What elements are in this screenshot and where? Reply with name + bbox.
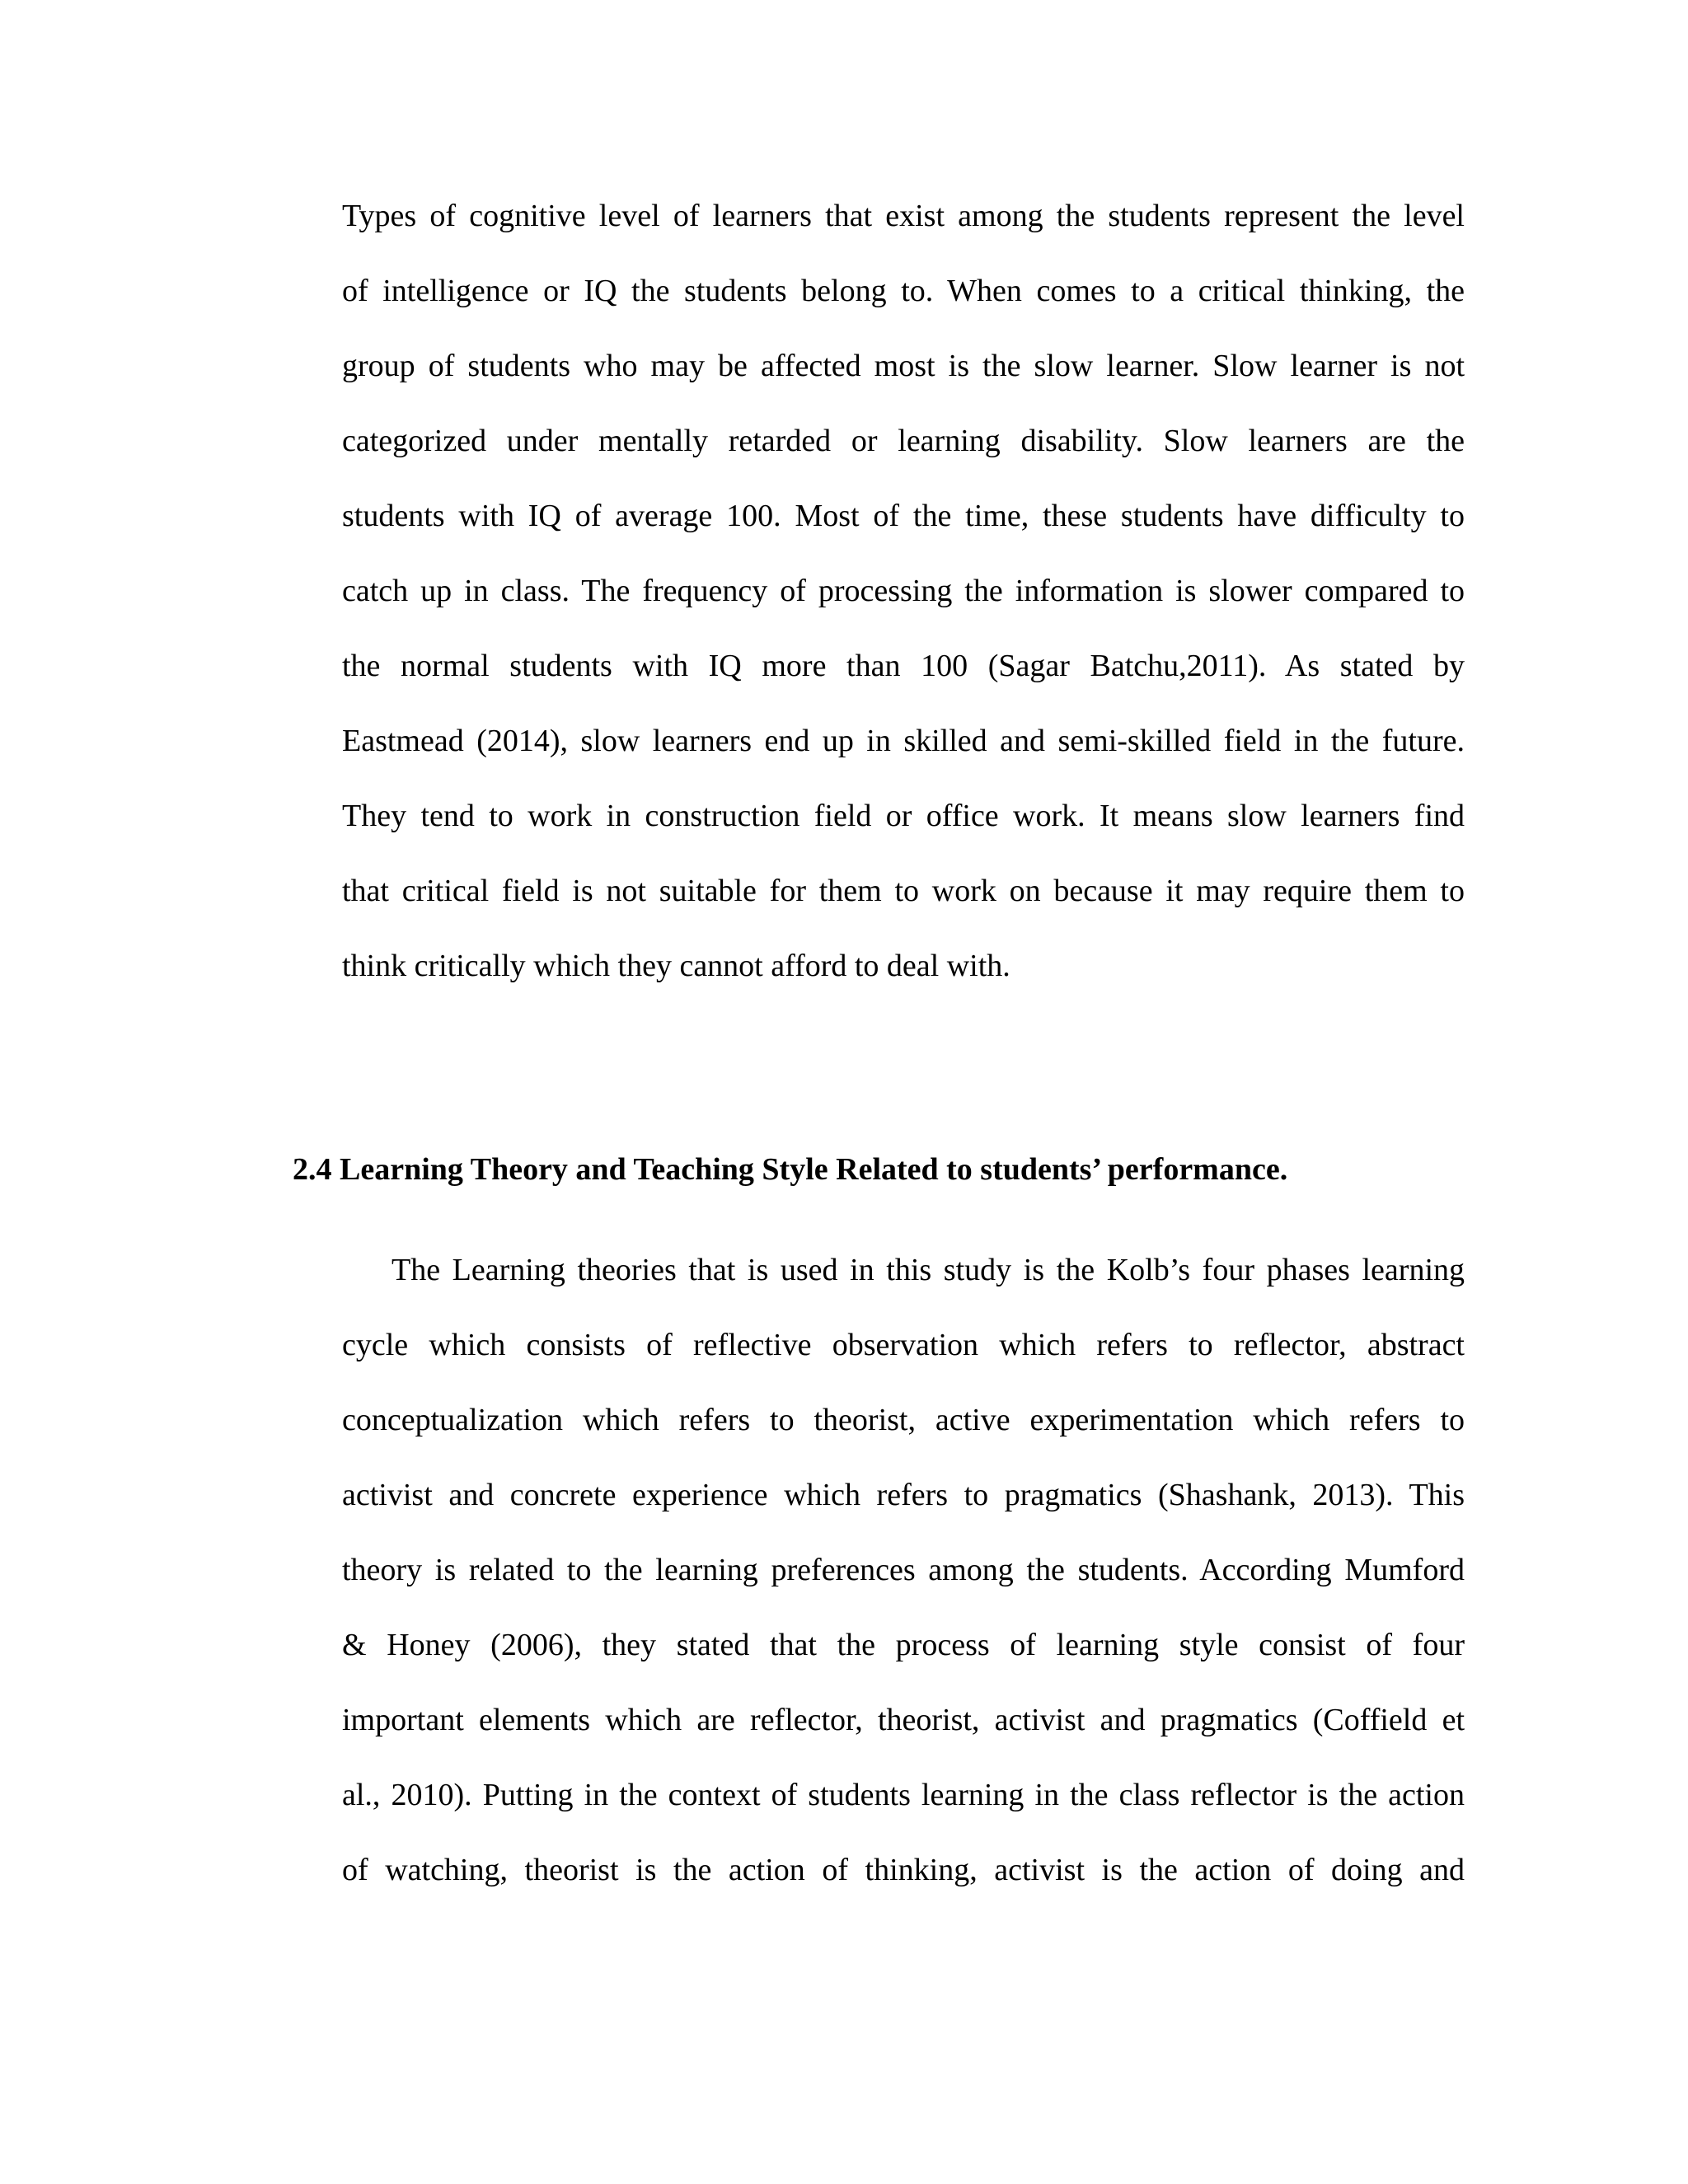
section-heading: 2.4 Learning Theory and Teaching Style Related to students’ performance.: [293, 1152, 1288, 1187]
paragraph-line: of intelligence or IQ the students belong to. When comes to a critical thinking, the: [342, 274, 1465, 308]
paragraph-line: categorized under mentally retarded or learning disability. Slow learners are the: [342, 424, 1465, 458]
paragraph-line: theory is related to the learning preferences among the students. According Mumford: [342, 1553, 1465, 1587]
paragraph-line: important elements which are reflector, theorist, activist and pragmatics (Coffield et: [342, 1703, 1465, 1737]
paragraph-line: cycle which consists of reflective observation which refers to reflector, abstract: [342, 1328, 1465, 1362]
paragraph-line: think critically which they cannot afford to deal with.: [342, 949, 1010, 983]
paragraph-line: They tend to work in construction field or office work. It means slow learners find: [342, 799, 1465, 833]
paragraph-line: & Honey (2006), they stated that the process of learning style consist of four: [342, 1628, 1465, 1662]
paragraph-line: of watching, theorist is the action of thinking, activist is the action of doing and: [342, 1853, 1465, 1887]
paragraph-line: students with IQ of average 100. Most of the time, these students have difficulty to: [342, 499, 1465, 533]
paragraph-line: catch up in class. The frequency of processing the information is slower compared to: [342, 574, 1465, 608]
paragraph-line: The Learning theories that is used in this study is the Kolb’s four phases learning: [392, 1253, 1465, 1287]
paragraph-line: al., 2010). Putting in the context of students learning in the class reflector is the action: [342, 1778, 1465, 1812]
paragraph-line: Eastmead (2014), slow learners end up in skilled and semi-skilled field in the future.: [342, 724, 1465, 758]
paragraph-line: Types of cognitive level of learners that exist among the students represent the level: [342, 199, 1465, 233]
paragraph-line: conceptualization which refers to theorist, active experimentation which refers to: [342, 1403, 1465, 1437]
paragraph-line: that critical field is not suitable for them to work on because it may require them to: [342, 874, 1465, 908]
paragraph-line: the normal students with IQ more than 100 (Sagar Batchu,2011). As stated by: [342, 649, 1465, 683]
paragraph-line: group of students who may be affected most is the slow learner. Slow learner is not: [342, 349, 1465, 383]
paragraph-line: activist and concrete experience which refers to pragmatics (Shashank, 2013). This: [342, 1478, 1465, 1512]
